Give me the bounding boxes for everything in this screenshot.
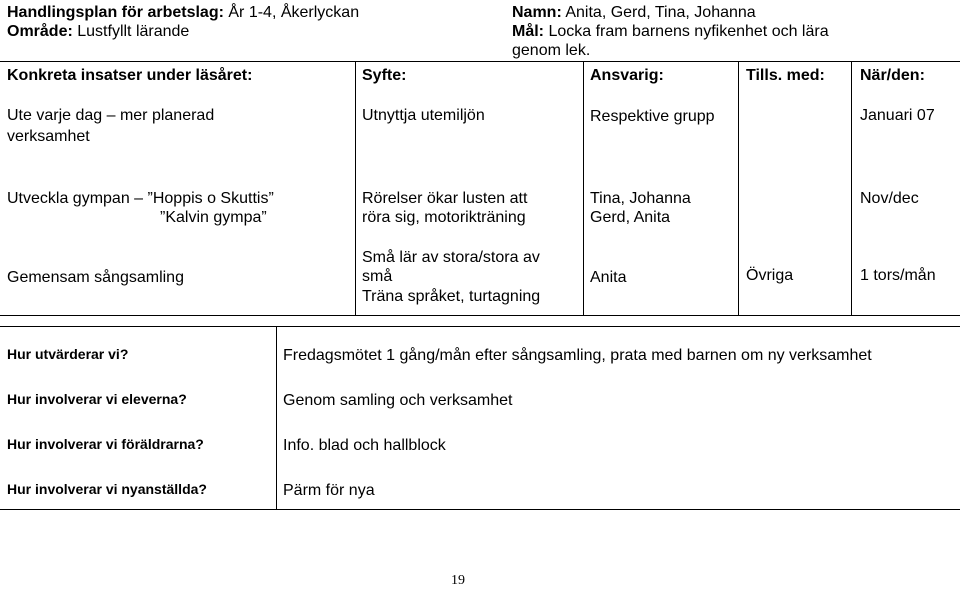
when-cell: Januari 07	[860, 107, 935, 124]
goal-line	[512, 22, 829, 41]
eval-question: Hur involverar vi nyanställda?	[7, 481, 207, 497]
action-cell: Gemensam sångsamling	[7, 269, 184, 286]
with-cell: Övriga	[746, 267, 794, 284]
eval-question: Hur involverar vi eleverna?	[7, 391, 187, 407]
purpose-cell-line: Rörelser ökar lusten att	[362, 190, 528, 207]
purpose-cell-line: röra sig, motorikträning	[362, 209, 526, 226]
divider-responsible	[583, 61, 584, 315]
purpose-cell-line: Små lär av stora/stora av	[362, 249, 540, 266]
plan-label: Handlingsplan för arbetslag:	[7, 4, 224, 21]
names-value: Anita, Gerd, Tina, Johanna	[565, 4, 756, 21]
divider-purpose	[355, 61, 356, 315]
responsible-cell: Anita	[590, 269, 627, 286]
names-line	[512, 3, 756, 22]
when-cell: 1 tors/mån	[860, 267, 936, 284]
col-header-with: Tills. med:	[746, 67, 825, 84]
purpose-cell-line: Träna språket, turtagning	[362, 288, 541, 305]
responsible-cell: Respektive grupp	[590, 108, 715, 125]
purpose-cell-line: små	[362, 268, 393, 285]
eval-answer: Info. blad och hallblock	[283, 437, 446, 454]
eval-divider	[276, 326, 277, 509]
area-value: Lustfyllt lärande	[77, 23, 190, 40]
when-cell: Nov/dec	[860, 190, 919, 207]
plan-title	[7, 3, 359, 22]
action-cell-line: ”Kalvin gympa”	[160, 209, 267, 226]
goal-value-line1: Locka fram barnens nyfikenhet och lära	[548, 23, 829, 40]
names-label: Namn:	[512, 4, 562, 21]
eval-question: Hur utvärderar vi?	[7, 346, 129, 362]
goal-label: Mål:	[512, 23, 544, 40]
action-cell-line: Ute varje dag – mer planerad	[7, 107, 215, 124]
responsible-cell-line: Gerd, Anita	[590, 209, 671, 226]
divider-with	[738, 61, 739, 315]
col-header-purpose: Syfte:	[362, 67, 407, 84]
divider-when	[851, 61, 852, 315]
action-cell-line: Utveckla gympan – ”Hoppis o Skuttis”	[7, 190, 274, 207]
purpose-cell: Utnyttja utemiljön	[362, 107, 485, 124]
eval-question: Hur involverar vi föräldrarna?	[7, 436, 204, 452]
page-number: 19	[451, 573, 465, 588]
col-header-actions: Konkreta insatser under läsåret:	[7, 67, 253, 84]
eval-answer: Fredagsmötet 1 gång/mån efter sångsamling, prata med barnen om ny verksamhet	[283, 347, 872, 364]
col-header-when: När/den:	[860, 67, 925, 84]
eval-answer: Genom samling och verksamhet	[283, 392, 513, 409]
col-header-responsible: Ansvarig:	[590, 67, 664, 84]
responsible-cell-line: Tina, Johanna	[590, 190, 691, 207]
action-cell-line: verksamhet	[7, 128, 90, 145]
eval-bottom-border	[0, 509, 960, 510]
area-line	[7, 22, 189, 41]
goal-value-line2: genom lek.	[512, 42, 591, 59]
area-label: Område:	[7, 23, 73, 40]
plan-value: År 1-4, Åkerlyckan	[228, 4, 360, 21]
eval-answer: Pärm för nya	[283, 482, 375, 499]
eval-top-border	[0, 326, 960, 327]
table-top-border	[0, 61, 960, 62]
table-bottom-border	[0, 315, 960, 316]
